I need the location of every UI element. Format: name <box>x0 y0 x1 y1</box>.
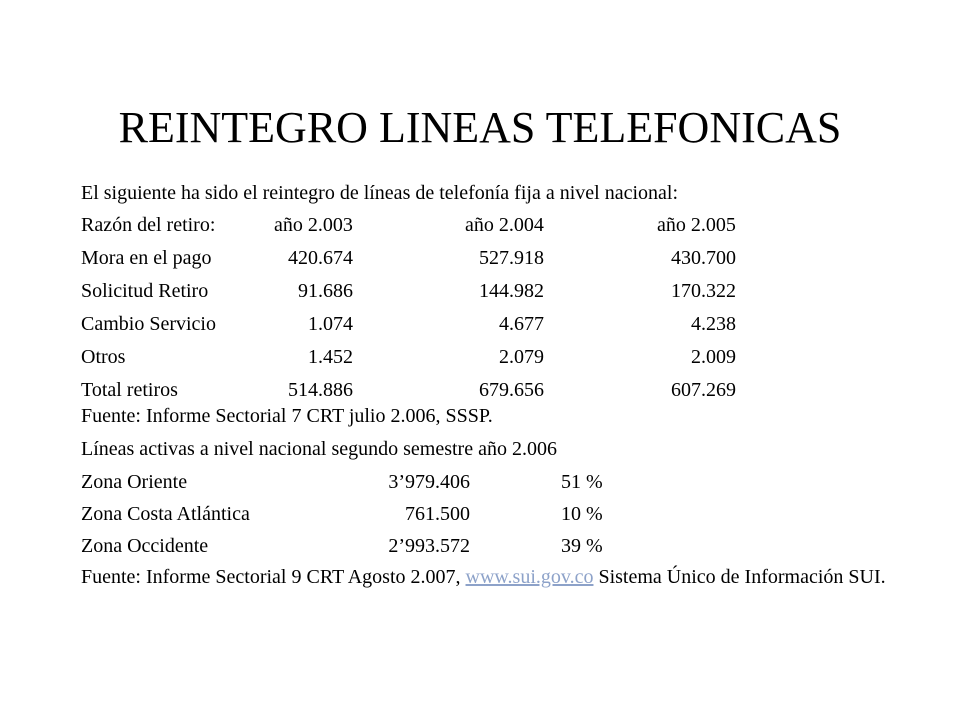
row-label: Cambio Servicio <box>81 313 216 335</box>
row-value-2004: 4.677 <box>499 313 544 335</box>
header-2004: año 2.004 <box>465 214 544 236</box>
source-note-1: Fuente: Informe Sectorial 7 CRT julio 2.006, SSSP. <box>81 405 493 427</box>
zone-label: Zona Costa Atlántica <box>81 503 250 525</box>
zone-lines: 761.500 <box>405 503 470 525</box>
row-label: Otros <box>81 346 126 368</box>
row-label: Solicitud Retiro <box>81 280 209 302</box>
header-2003: año 2.003 <box>274 214 353 236</box>
row-label: Total retiros <box>81 379 178 401</box>
active-lines-heading: Líneas activas a nivel nacional segundo semestre año 2.006 <box>81 438 557 460</box>
source-note-2 <box>81 565 938 589</box>
row-value-2003: 1.452 <box>308 346 353 368</box>
header-2005: año 2.005 <box>657 214 736 236</box>
row-value-2005: 170.322 <box>671 280 736 302</box>
header-reason: Razón del retiro: <box>81 214 216 236</box>
zone-label: Zona Occidente <box>81 535 209 557</box>
row-value-2005: 2.009 <box>691 346 736 368</box>
row-value-2003: 514.886 <box>288 379 353 401</box>
row-value-2003: 91.686 <box>298 280 353 302</box>
intro-text: El siguiente ha sido el reintegro de líneas de telefonía fija a nivel nacional: <box>81 182 679 204</box>
row-value-2004: 527.918 <box>479 247 544 269</box>
row-value-2004: 2.079 <box>499 346 544 368</box>
source-note-2-tail: Sistema Único de Información SUI. <box>593 566 886 588</box>
sui-link[interactable]: www.sui.gov.co <box>465 566 594 588</box>
zone-lines: 3’979.406 <box>388 471 470 493</box>
zone-lines: 2’993.572 <box>388 535 470 557</box>
row-value-2003: 1.074 <box>308 313 353 335</box>
slide-title: REINTEGRO LINEAS TELEFONICAS <box>118 103 842 152</box>
row-value-2005: 430.700 <box>671 247 736 269</box>
row-value-2005: 607.269 <box>671 379 736 401</box>
zone-percent: 10 % <box>561 503 603 525</box>
row-value-2003: 420.674 <box>288 247 353 269</box>
row-value-2004: 144.982 <box>479 280 544 302</box>
zone-label: Zona Oriente <box>81 471 188 493</box>
row-value-2005: 4.238 <box>691 313 736 335</box>
zone-percent: 51 % <box>561 471 603 493</box>
row-label: Mora en el pago <box>81 247 212 269</box>
source-note-2-text: Fuente: Informe Sectorial 9 CRT Agosto 2.007, <box>81 566 466 588</box>
zone-percent: 39 % <box>561 535 603 557</box>
row-value-2004: 679.656 <box>479 379 544 401</box>
